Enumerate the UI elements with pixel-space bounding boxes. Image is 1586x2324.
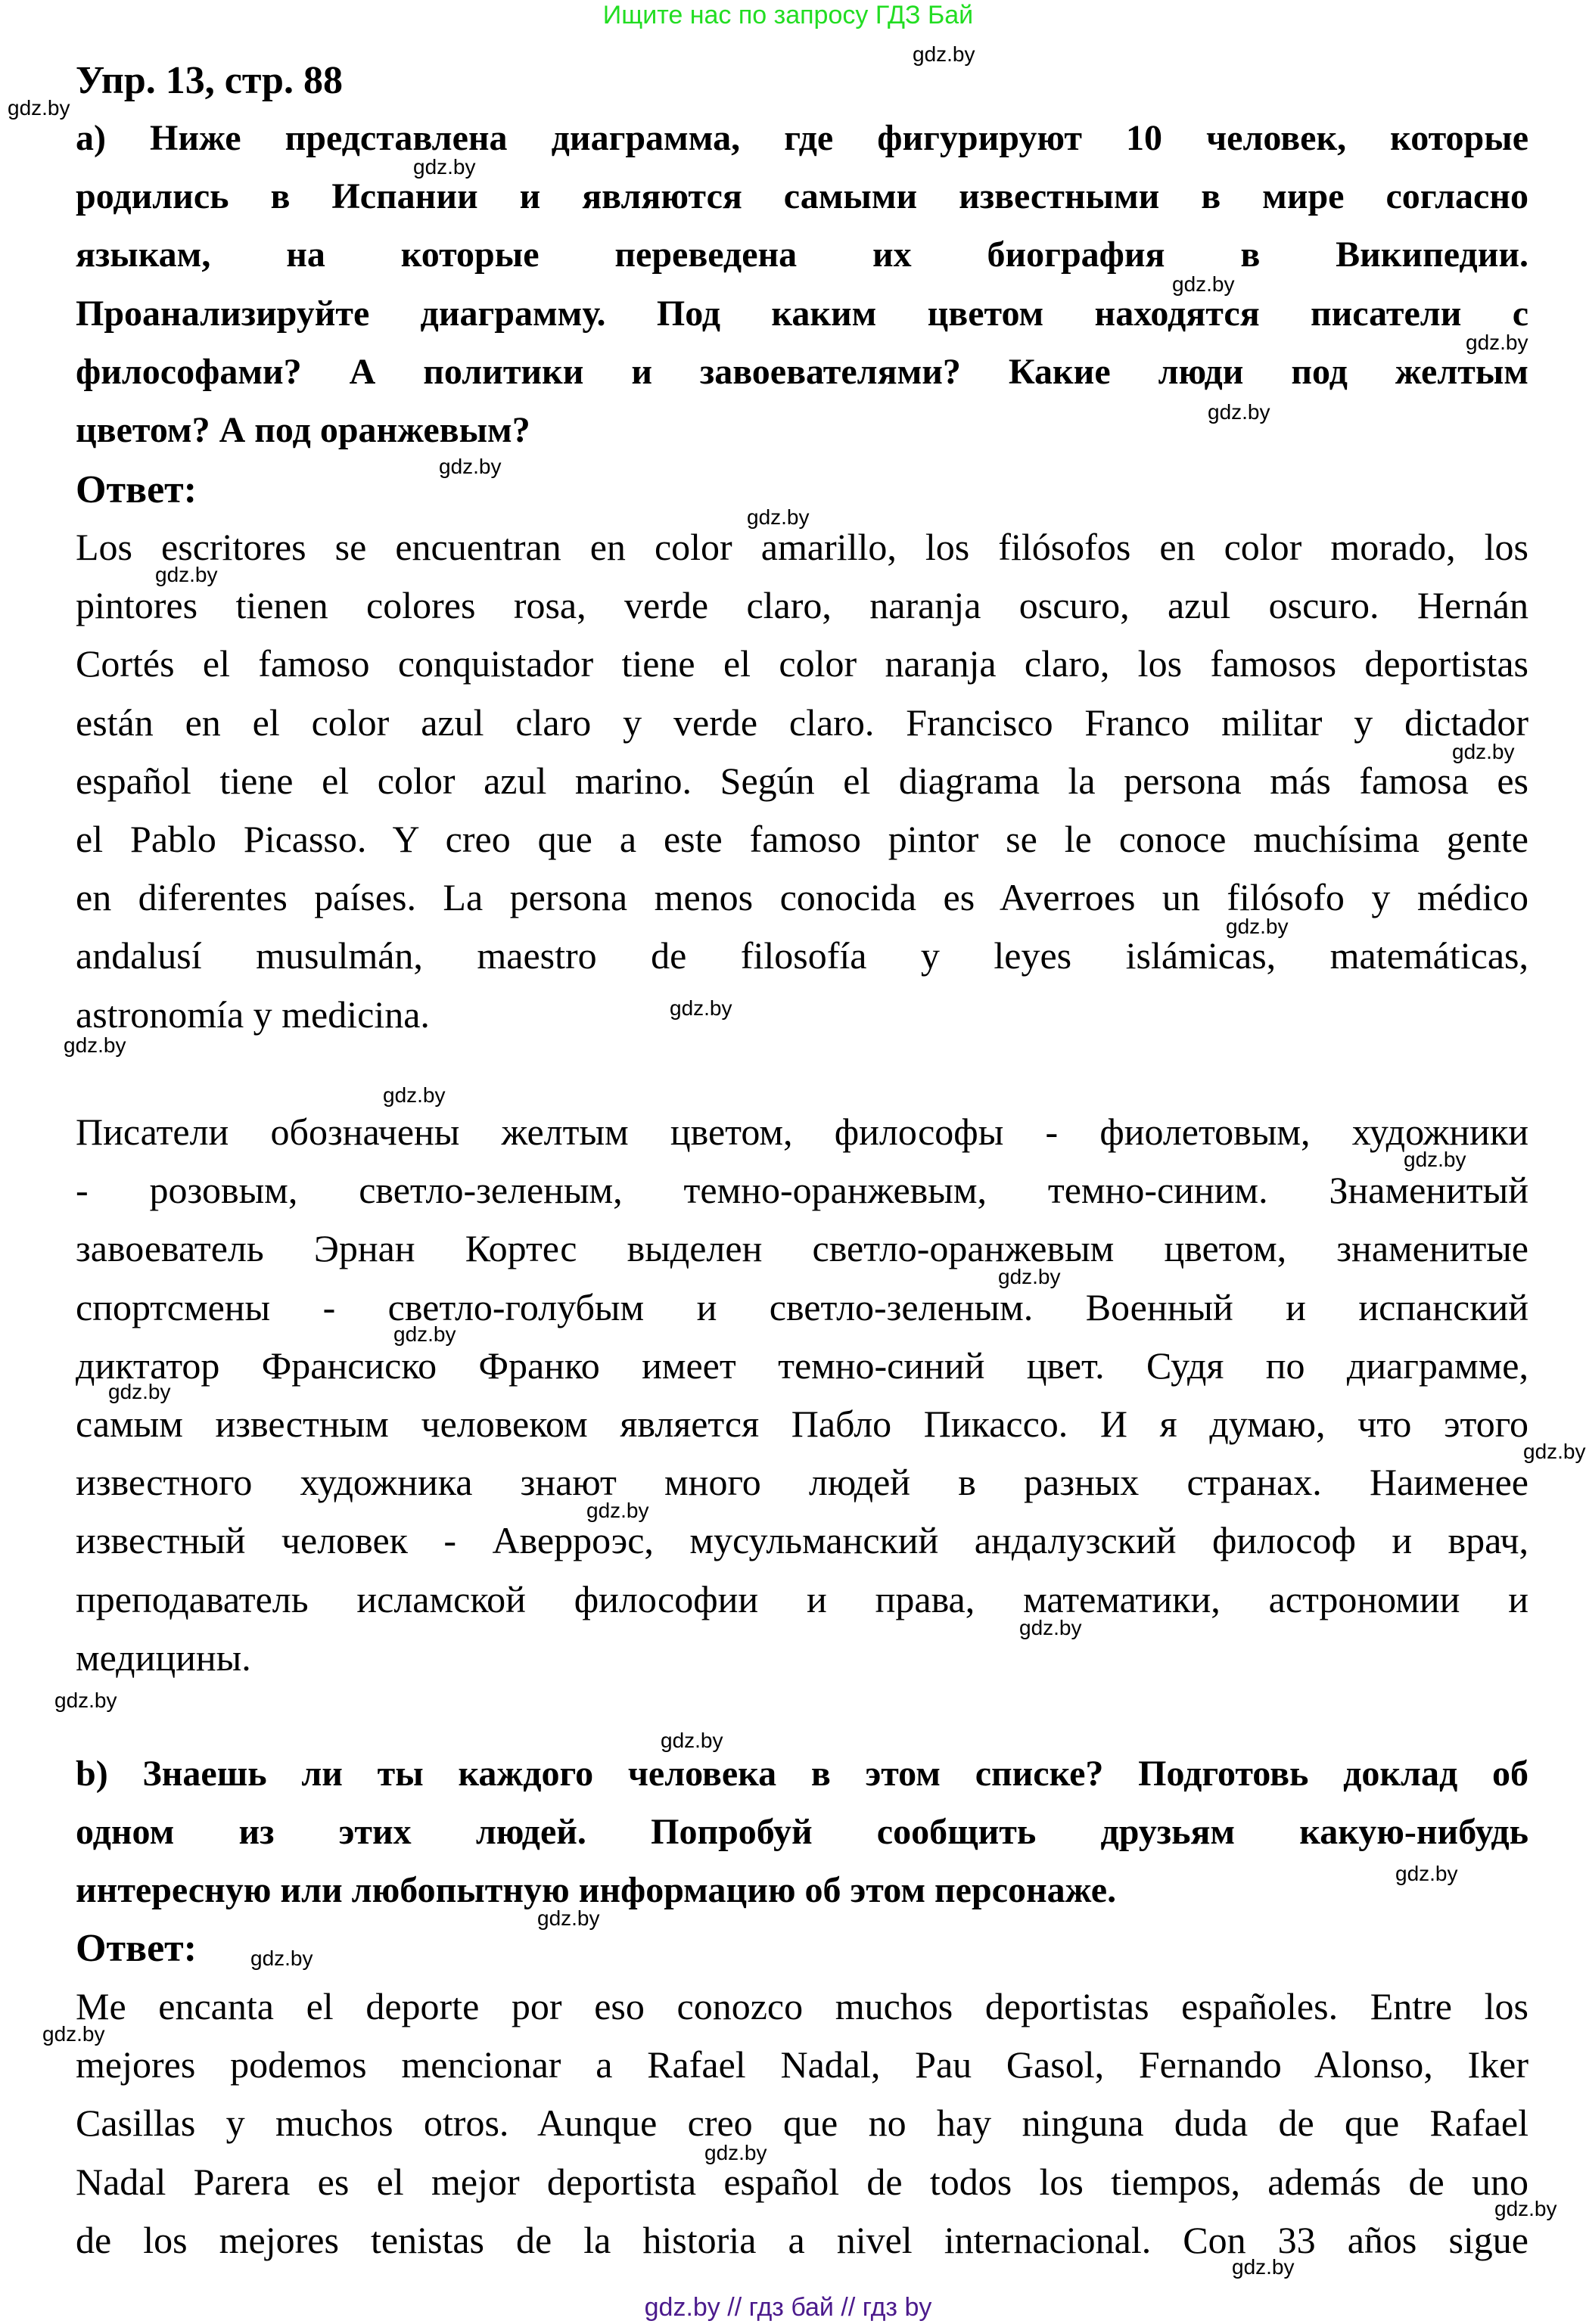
watermark: gdz.by — [108, 1380, 171, 1403]
watermark: gdz.by — [913, 42, 975, 66]
watermark: gdz.by — [998, 1265, 1061, 1288]
search-banner: Ищите нас по запросу ГДЗ Бай — [602, 1, 974, 30]
text-line: спортсмены - светло-голубым и светло-зеленым. Военный и испанский — [76, 1285, 1528, 1328]
text-line: Cortés el famoso conquistador tiene el color naranja claro, los famosos deportistas — [76, 642, 1528, 685]
text-line: языкам, на которые переведена их биография в Википедии. — [76, 235, 1528, 275]
text-line: Проанализируйте диаграмму. Под каким цветом находятся писатели с — [76, 293, 1528, 334]
text-line: завоеватель Эрнан Кортес выделен светло-оранжевым цветом, знаменитые — [76, 1227, 1528, 1270]
watermark: gdz.by — [8, 96, 70, 120]
watermark: gdz.by — [155, 563, 218, 586]
text-line: mejores podemos mencionar a Rafael Nadal, Pau Gasol, Fernando Alonso, Iker — [76, 2043, 1528, 2086]
answer-b-spanish — [76, 1978, 1528, 2270]
answer-label-a: Ответ: — [76, 468, 197, 511]
watermark: gdz.by — [1404, 1148, 1466, 1171]
text-line: Nadal Parera es el mejor deportista español de todos los tiempos, además de uno — [76, 2160, 1528, 2203]
text-line: están en el color azul claro y verde claro. Francisco Franco militar y dictador — [76, 701, 1528, 744]
question-a — [76, 109, 1528, 459]
text-line: Los escritores se encuentran en color amarillo, los filósofos en color morado, los — [76, 526, 1528, 568]
watermark: gdz.by — [1523, 1440, 1586, 1463]
text-line: de los mejores tenistas de la historia a nivel internacional. Con 33 años sigue — [76, 2218, 1528, 2261]
watermark: gdz.by — [661, 1729, 723, 1752]
text-line: медицины. — [76, 1636, 251, 1679]
text-line: цветом? А под оранжевым? — [76, 409, 530, 450]
watermark: gdz.by — [1019, 1616, 1082, 1639]
watermark: gdz.by — [413, 155, 476, 179]
text-line: Casillas y muchos otros. Aunque creo que no hay ninguna duda de que Rafael — [76, 2102, 1528, 2145]
watermark: gdz.by — [1395, 1862, 1458, 1885]
answer-label-b: Ответ: — [76, 1927, 197, 1970]
watermark: gdz.by — [1232, 2255, 1295, 2279]
watermark: gdz.by — [383, 1083, 446, 1107]
text-line: диктатор Франсиско Франко имеет темно-синий цвет. Судя по диаграмме, — [76, 1344, 1528, 1387]
text-line: Писатели обозначены желтым цветом, философы - фиолетовым, художники — [76, 1111, 1528, 1153]
watermark: gdz.by — [704, 2141, 767, 2164]
text-line: b) Знаешь ли ты каждого человека в этом списке? Подготовь доклад об — [76, 1754, 1528, 1794]
text-line: известного художника знают много людей в разных странах. Наименее — [76, 1461, 1528, 1504]
text-line: а) Ниже представлена диаграмма, где фигурируют 10 человек, которые — [76, 118, 1528, 158]
text-line: философами? А политики и завоевателями? Какие люди под желтым — [76, 351, 1528, 392]
watermark: gdz.by — [586, 1499, 649, 1522]
watermark: gdz.by — [670, 996, 732, 1020]
text-line: el Pablo Picasso. Y creo que a este famoso pintor se le conoce muchísima gente — [76, 817, 1528, 860]
text-line: одном из этих людей. Попробуй сообщить друзьям какую-нибудь — [76, 1812, 1528, 1853]
watermark: gdz.by — [1226, 915, 1289, 938]
watermark: gdz.by — [1172, 272, 1235, 296]
text-line: - розовым, светло-зеленым, темно-оранжевым, темно-синим. Знаменитый — [76, 1169, 1528, 1212]
text-line: astronomía y medicina. — [76, 993, 430, 1036]
watermark: gdz.by — [1466, 331, 1528, 354]
text-line: Me encanta el deporte por eso conozco muchos deportistas españoles. Entre los — [76, 1985, 1528, 2027]
watermark: gdz.by — [537, 1906, 600, 1930]
watermark: gdz.by — [64, 1033, 126, 1057]
watermark: gdz.by — [747, 505, 810, 529]
text-line: родились в Испании и являются самыми известными в мире согласно — [76, 176, 1528, 217]
text-line: pintores tienen colores rosa, verde claro, naranja oscuro, azul oscuro. Hernán — [76, 584, 1528, 627]
watermark: gdz.by — [250, 1947, 313, 1970]
watermark: gdz.by — [1494, 2197, 1557, 2220]
watermark: gdz.by — [42, 2022, 105, 2046]
answer-a-spanish — [76, 518, 1528, 1044]
text-line: преподаватель исламской философии и права, математики, астрономии и — [76, 1577, 1528, 1620]
question-b — [76, 1745, 1528, 1920]
text-line: известный человек - Аверроэс, мусульманский андалузский философ и врач, — [76, 1519, 1528, 1562]
footer-links[interactable]: gdz.by // гдз бай // гдз by — [644, 2293, 932, 2322]
text-line: español tiene el color azul marino. Según el diagrama la persona más famosa es — [76, 759, 1528, 802]
watermark: gdz.by — [439, 455, 502, 478]
answer-a-russian — [76, 1103, 1528, 1687]
watermark: gdz.by — [1452, 740, 1515, 763]
text-line: en diferentes países. La persona menos conocida es Averroes un filósofo y médico — [76, 876, 1528, 919]
text-line: интересную или любопытную информацию об этом персонаже. — [76, 1870, 1117, 1911]
exercise-title: Упр. 13, стр. 88 — [76, 59, 343, 102]
watermark: gdz.by — [54, 1689, 117, 1712]
watermark: gdz.by — [393, 1322, 456, 1346]
text-line: самым известным человеком является Пабло Пикассо. И я думаю, что этого — [76, 1402, 1528, 1445]
watermark: gdz.by — [1208, 400, 1270, 424]
text-line: andalusí musulmán, maestro de filosofía y leyes islámicas, matemáticas, — [76, 934, 1528, 977]
